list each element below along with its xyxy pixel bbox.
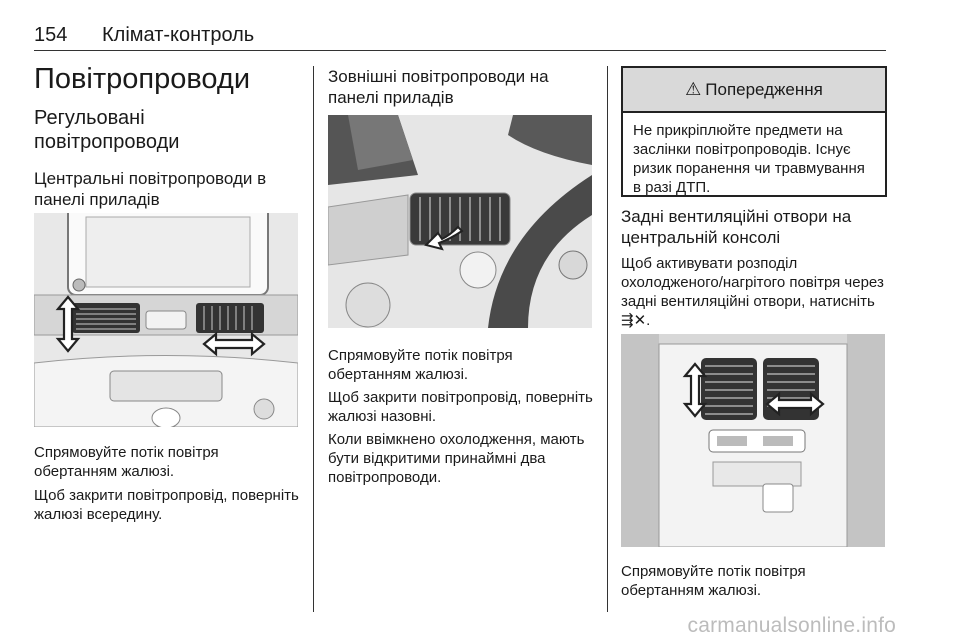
section-title: Клімат-контроль: [102, 24, 255, 46]
figure-center-vents: [34, 213, 298, 427]
subtitle: Регульовані повітропроводи: [34, 107, 180, 153]
col3-paragraph-2: Спрямовуйте потік повітря обертанням жалюзі.: [621, 563, 806, 599]
col3-heading: Задні вентиляційні отвори на центральній консолі: [621, 207, 852, 247]
warning-text: Не прикріплюйте предмети на заслінки повітропроводів. Існує ризик поранення чи травмування в разі ДТП.: [633, 122, 865, 196]
column-divider-2: [607, 66, 608, 612]
subsubtitle: Центральні повітропроводи в панелі приладів: [34, 169, 267, 209]
col1-paragraph-1: Спрямовуйте потік повітря обертанням жалюзі.: [34, 444, 219, 480]
figure-outer-vents: [328, 115, 592, 328]
column-divider-1: [313, 66, 314, 612]
col2-paragraph-1: Спрямовуйте потік повітря обертанням жалюзі.: [328, 347, 513, 383]
warning-box: [621, 66, 887, 197]
col1-paragraph-2: Щоб закрити повітропровід, поверніть жалюзі всередину.: [34, 487, 299, 523]
col2-heading: Зовнішні повітропроводи на панелі приладів: [328, 67, 549, 107]
col3-paragraph-1-text: Щоб активувати розподіл охолодженого/нагрітого повітря через задні вентиляційні отвори, натисніть: [621, 255, 884, 310]
warning-title: Попередження: [705, 79, 823, 99]
figure-rear-vents: [621, 334, 885, 547]
col2-paragraph-2: Щоб закрити повітропровід, поверніть жалюзі назовні.: [328, 389, 593, 425]
warning-triangle-icon: ⚠: [685, 79, 702, 99]
col3-paragraph-1: [621, 254, 886, 330]
watermark: carmanualsonline.info: [687, 614, 896, 637]
page-number: 154: [34, 24, 68, 46]
page-title: Повітропроводи: [34, 63, 251, 95]
warning-header: [623, 68, 885, 113]
header-rule: [34, 50, 886, 51]
col2-paragraph-3: Коли ввімкнено охолодження, мають бути відкритими принаймні два повітропроводи.: [328, 431, 585, 486]
rear-vent-button-symbol: ⇶✕.: [621, 312, 651, 329]
